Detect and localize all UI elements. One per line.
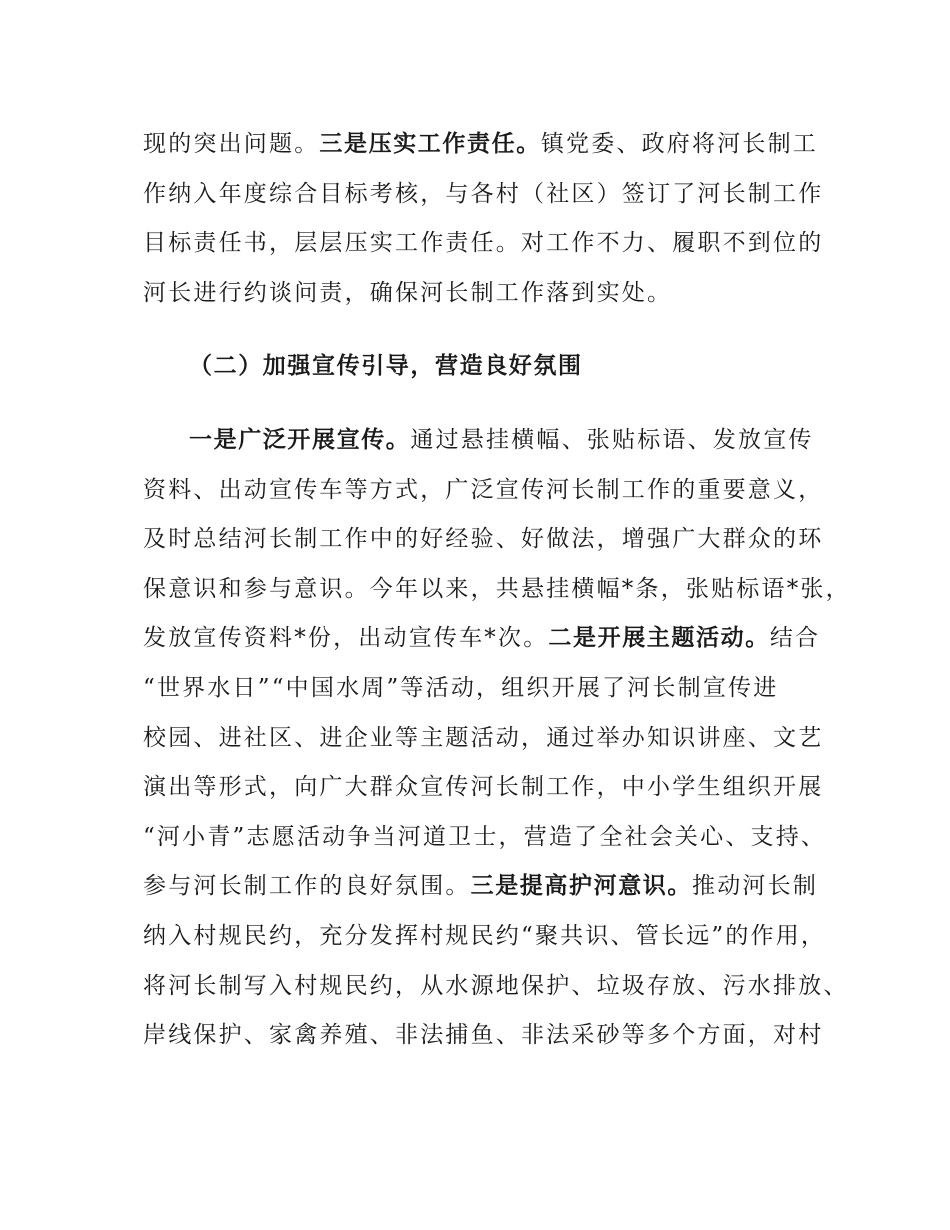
paragraph-2-line-3: 及时总结河长制工作中的好经验、好做法，增强广大群众的环 <box>143 526 824 553</box>
paragraph-2-line-8: 演出等形式，向广大群众宣传河长制工作，中小学生组织开展 <box>143 774 824 801</box>
text-run: 推动河长制 <box>692 873 819 900</box>
paragraph-2-line-5 <box>143 614 833 664</box>
bold-phrase-publicity: 一是广泛开展宣传。 <box>189 426 411 453</box>
paragraph-2-line-4: 保意识和参与意识。今年以来，共悬挂横幅*条，张贴标语*张， <box>143 575 851 602</box>
paragraph-2-line-10 <box>143 862 833 912</box>
paragraph-1-line-1 <box>143 120 833 170</box>
text-run: 镇党委、政府将河长制工 <box>540 131 819 157</box>
paragraph-spacer <box>143 392 833 416</box>
paragraph-2-line-9: “河小青”志愿活动争当河道卫士，营造了全社会关心、支持、 <box>143 823 827 850</box>
paragraph-2-line-12: 将河长制写入村规民约，从水源地保护、垃圾存放、污水排放、 <box>143 972 849 999</box>
text-run: 现的突出问题。 <box>143 131 320 157</box>
paragraph-1-line-4: 河长进行约谈问责，确保河长制工作落到实处。 <box>143 279 673 306</box>
bold-phrase-responsibility: 三是压实工作责任。 <box>319 131 541 157</box>
paragraph-1-line-2: 作纳入年度综合目标考核，与各村（社区）签订了河长制工作 <box>143 180 824 207</box>
section-heading: （二）加强宣传引导，营造良好氛围 <box>189 353 583 380</box>
paragraph-2-line-6: “世界水日”“中国水周”等活动，组织开展了河长制宣传进 <box>143 674 779 701</box>
paragraph-2-line-13: 岸线保护、家禽养殖、非法捕鱼、非法采砂等多个方面，对村 <box>143 1022 824 1049</box>
text-run: 发放宣传资料*份，出动宣传车*次。 <box>143 625 549 652</box>
text-run: 参与河长制工作的良好氛围。 <box>143 873 471 900</box>
paragraph-spacer <box>143 318 833 342</box>
bold-phrase-activities: 二是开展主题活动。 <box>548 625 770 652</box>
text-run: 通过悬挂横幅、张贴标语、发放宣传 <box>410 426 814 453</box>
bold-phrase-awareness: 三是提高护河意识。 <box>470 873 693 900</box>
paragraph-1-line-3: 目标责任书，层层压实工作责任。对工作不力、履职不到位的 <box>143 230 824 257</box>
paragraph-2-line-7: 校园、进社区、进企业等主题活动，通过举办知识讲座、文艺 <box>143 724 824 751</box>
paragraph-2-line-2: 资料、出动宣传车等方式，广泛宣传河长制工作的重要意义， <box>143 476 824 503</box>
text-run: 结合 <box>769 625 821 652</box>
document-body <box>143 120 851 1061</box>
paragraph-2-line-1 <box>143 416 833 466</box>
paragraph-2-line-11: 纳入村规民约，充分发挥村规民约“聚共识、管长远”的作用， <box>143 922 827 949</box>
